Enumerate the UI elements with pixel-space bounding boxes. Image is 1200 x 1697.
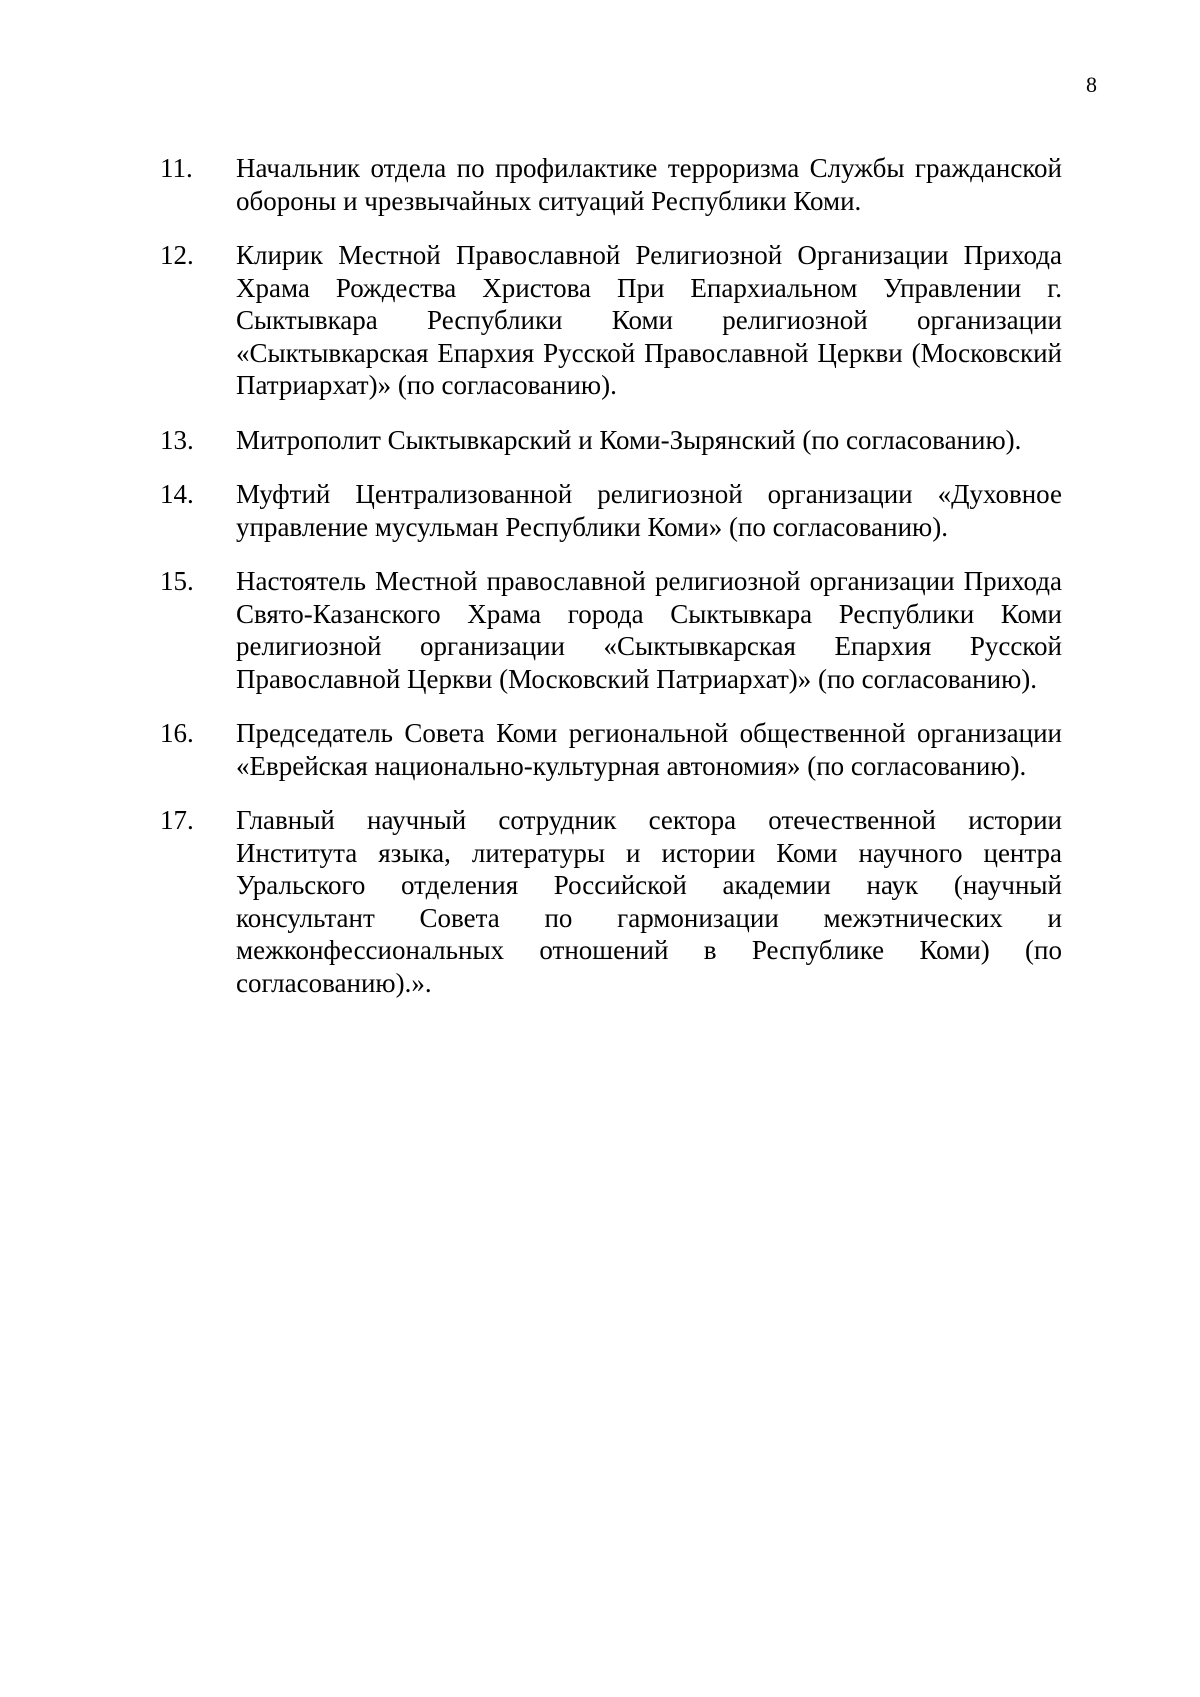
item-text: Муфтий Централизованной религиозной организации «Духовное управление мусульман Республики Коми» (по согласованию). bbox=[236, 479, 1062, 542]
item-text: Настоятель Местной православной религиозной организации Прихода Свято-Казанского Храма города Сыктывкара Республики Коми религиозной организации «Сыктывкарская Епархия Русской Православной Церкви (Московский Патриархат)» (по согласованию). bbox=[236, 566, 1062, 694]
list-item bbox=[160, 152, 1062, 217]
item-text: Председатель Совета Коми региональной общественной организации «Еврейская национально-культурная автономия» (по согласованию). bbox=[236, 718, 1062, 781]
list-item bbox=[160, 424, 1062, 457]
item-text: Начальник отдела по профилактике терроризма Службы гражданской обороны и чрезвычайных ситуаций Республики Коми. bbox=[236, 153, 1062, 216]
page-number: 8 bbox=[1086, 72, 1097, 97]
item-number: 14. bbox=[160, 479, 194, 509]
list-item bbox=[160, 565, 1062, 695]
list-item bbox=[160, 478, 1062, 543]
list-item bbox=[160, 804, 1062, 999]
members-list bbox=[160, 152, 1062, 1021]
item-text: Главный научный сотрудник сектора отечественной истории Института языка, литературы и истории Коми научного центра Уральского отделения Российской академии наук (научный консультант Совета по гармонизации межэтнических и межконфессиональных отношений в Республике Коми) (по согласованию).». bbox=[236, 805, 1062, 998]
item-text: Митрополит Сыктывкарский и Коми-Зырянский (по согласованию). bbox=[236, 424, 1022, 455]
item-number: 11. bbox=[160, 153, 193, 183]
list-item bbox=[160, 239, 1062, 402]
list-item bbox=[160, 717, 1062, 782]
item-number: 15. bbox=[160, 566, 194, 596]
item-number: 16. bbox=[160, 718, 194, 748]
item-number: 12. bbox=[160, 240, 194, 270]
item-number: 13. bbox=[160, 424, 194, 455]
item-text: Клирик Местной Православной Религиозной Организации Прихода Храма Рождества Христова При Епархиальном Управлении г. Сыктывкара Республики Коми религиозной организации «Сыктывкарская Епархия Русской Православной Церкви (Московский Патриархат)» (по согласованию). bbox=[236, 240, 1062, 400]
item-number: 17. bbox=[160, 805, 194, 835]
